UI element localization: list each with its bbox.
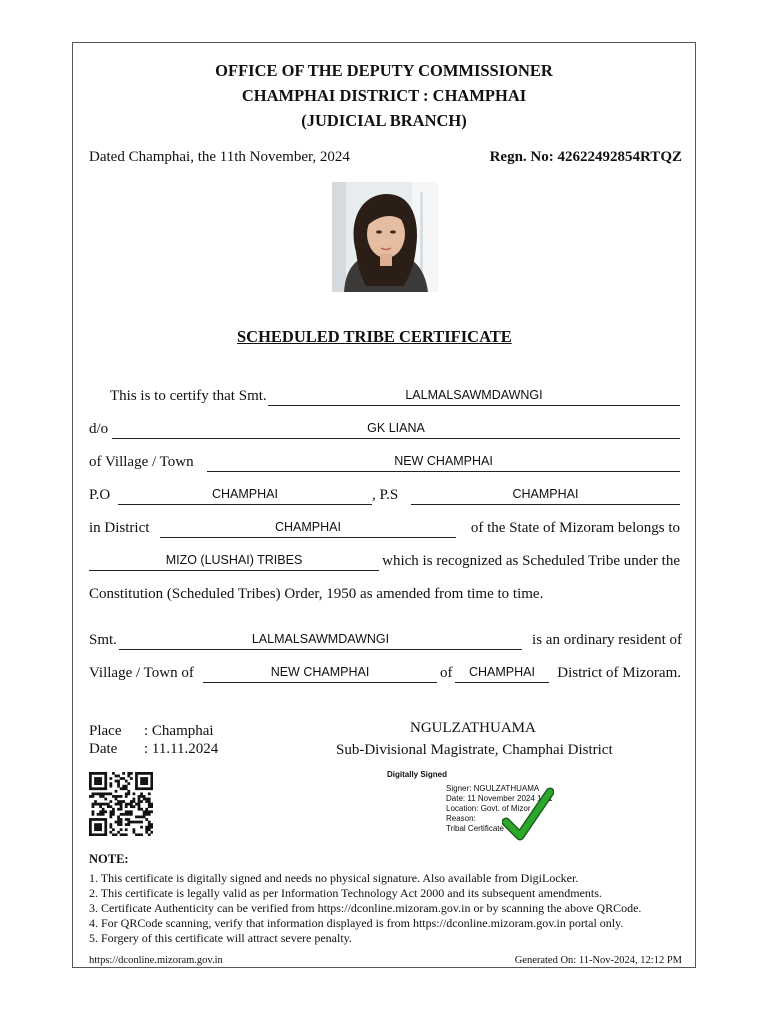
note-item: 1. This certificate is digitally signed and needs no physical signature. Also available from DigiLocker. [89,871,579,885]
district-underline [160,537,456,538]
name2-underline [119,649,522,650]
note-item: 3. Certificate Authenticity can be verified from https://dconline.mizoram.gov.in or by scanning the above QRCode. [89,901,642,915]
note-item: 5. Forgery of this certificate will attract severe penalty. [89,931,352,945]
ps-underline [411,504,680,505]
place-value: : Champhai [144,723,214,739]
date-label: Date [89,741,118,757]
district2-underline [455,682,549,683]
note-item: 2. This certificate is legally valid as per Information Technology Act 2000 and its subsequent amendments. [89,886,602,900]
signature-signer: Signer: NGULZATHUAMA [446,784,540,793]
district-title: CHAMPHAI DISTRICT : CHAMPHAI [241,86,527,105]
registration-number: Regn. No: 42622492854RTQZ [489,149,682,165]
dated-line: Dated Champhai, the 11th November, 2024 [89,149,350,165]
post-office: CHAMPHAI [212,487,278,501]
signatory-title: Sub-Divisional Magistrate, Champhai District [336,742,613,758]
applicant-photo [332,182,438,292]
constitution-text: Constitution (Scheduled Tribes) Order, 1950 as amended from time to time. [89,586,544,602]
check-icon [502,786,554,844]
signature-cert: Tribal Certificate [446,824,504,833]
footer-url[interactable]: https://dconline.mizoram.gov.in [89,955,223,966]
certificate-border [72,42,696,968]
generated-on: Generated On: 11-Nov-2024, 12:12 PM [514,955,682,966]
place-label: Place [89,723,122,739]
digitally-signed-heading: Digitally Signed [387,770,448,779]
signature-date: Date: 11 November 2024 12:1 [446,794,553,803]
note-heading: NOTE: [89,852,129,866]
qr-code[interactable] [89,772,153,836]
village-name: NEW CHAMPHAI [394,454,493,468]
district-label: in District [89,520,150,536]
signatory-name: NGULZATHUAMA [410,720,536,736]
state-text: of the State of Mizoram belongs to [470,520,680,536]
of-label: of [440,665,453,681]
note-item: 4. For QRCode scanning, verify that information displayed is from https://dconline.mizoram.gov.in portal only. [89,916,624,930]
tribe-name: MIZO (LUSHAI) TRIBES [165,553,303,567]
district-name-repeat: CHAMPHAI [469,665,535,679]
recognized-text: which is recognized as Scheduled Tribe under the [382,553,680,569]
branch-title: (JUDICIAL BRANCH) [301,111,467,130]
police-station: CHAMPHAI [512,487,579,501]
office-title: OFFICE OF THE DEPUTY COMMISSIONER [215,61,553,80]
po-underline [118,504,372,505]
resident-text: is an ordinary resident of [532,632,682,648]
holder-name-repeat: LALMALSAWMDAWNGI [251,632,390,646]
certificate-title: SCHEDULED TRIBE CERTIFICATE [237,327,512,346]
date-value: : 11.11.2024 [144,741,219,757]
village-underline [207,471,680,472]
holder-name: LALMALSAWMDAWNGI [405,388,543,402]
district-suffix: District of Mizoram. [557,665,681,681]
certify-prefix: This is to certify that Smt. [110,388,267,404]
ps-label: , P.S [372,487,399,503]
signature-location: Location: Govt. of Mizor [446,804,531,813]
father-name: GK LIANA [367,421,425,435]
village-label: of Village / Town [89,454,194,470]
village2-label: Village / Town of [89,665,194,681]
district-name: CHAMPHAI [275,520,341,534]
father-underline [112,438,680,439]
signature-reason: Reason: [446,814,476,823]
village2-underline [203,682,437,683]
do-label: d/o [89,421,109,437]
village-name-repeat: NEW CHAMPHAI [270,665,370,679]
name-underline [268,405,680,406]
po-label: P.O [89,487,111,503]
tribe-underline [89,570,379,571]
smt-label: Smt. [89,632,117,648]
